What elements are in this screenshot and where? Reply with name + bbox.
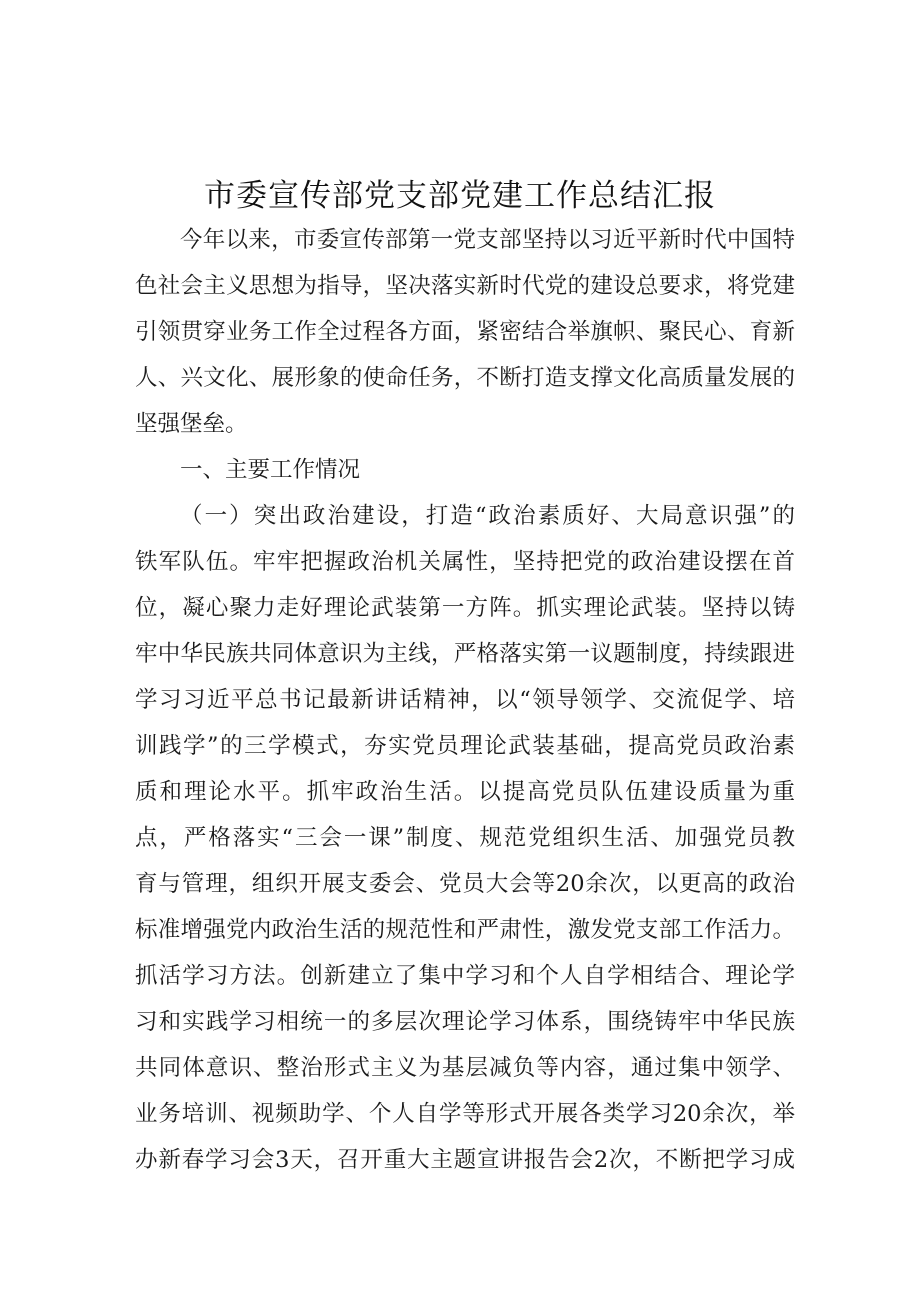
body-line: 办新春学习会3天，召开重大主题宣讲报告会2次，不断把学习成	[135, 1147, 795, 1173]
body-line: 铁军队伍。牢牢把握政治机关属性，坚持把党的政治建设摆在首	[135, 549, 795, 575]
body-line: 习和实践学习相统一的多层次理论学习体系，围绕铸牢中华民族	[135, 1009, 795, 1035]
body-line: 牢中华民族共同体意识为主线，严格落实第一议题制度，持续跟进	[135, 641, 795, 667]
intro-line: 色社会主义思想为指导，坚决落实新时代党的建设总要求，将党建	[135, 273, 795, 299]
body-line: 共同体意识、整治形式主义为基层减负等内容，通过集中领学、	[135, 1055, 795, 1081]
body-line: 学习习近平总书记最新讲话精神，以“领导领学、交流促学、培	[135, 687, 795, 713]
intro-line: 人、兴文化、展形象的使命任务，不断打造支撑文化高质量发展的	[135, 365, 795, 391]
body-line: 训践学”的三学模式，夯实党员理论武装基础，提高党员政治素	[135, 733, 795, 759]
body-line: 位，凝心聚力走好理论武装第一方阵。抓实理论武装。坚持以铸	[135, 595, 795, 621]
intro-line: 坚强堡垒。	[135, 411, 248, 437]
body-line: 育与管理，组织开展支委会、党员大会等20余次，以更高的政治	[135, 871, 795, 897]
body-line: 业务培训、视频助学、个人自学等形式开展各类学习20余次，举	[135, 1101, 795, 1127]
body-line: （一）突出政治建设，打造“政治素质好、大局意识强”的	[180, 503, 795, 529]
intro-line: 引领贯穿业务工作全过程各方面，紧密结合举旗帜、聚民心、育新	[135, 319, 795, 345]
body-line: 点，严格落实“三会一课”制度、规范党组织生活、加强党员教	[135, 825, 795, 851]
body-line: 抓活学习方法。创新建立了集中学习和个人自学相结合、理论学	[135, 963, 795, 989]
intro-line: 今年以来，市委宣传部第一党支部坚持以习近平新时代中国特	[180, 227, 795, 253]
document-title: 市委宣传部党支部党建工作总结汇报	[204, 178, 716, 214]
section-heading: 一、主要工作情况	[180, 457, 361, 483]
body-line: 标准增强党内政治生活的规范性和严肃性，激发党支部工作活力。	[135, 917, 795, 943]
body-line: 质和理论水平。抓牢政治生活。以提高党员队伍建设质量为重	[135, 779, 795, 805]
